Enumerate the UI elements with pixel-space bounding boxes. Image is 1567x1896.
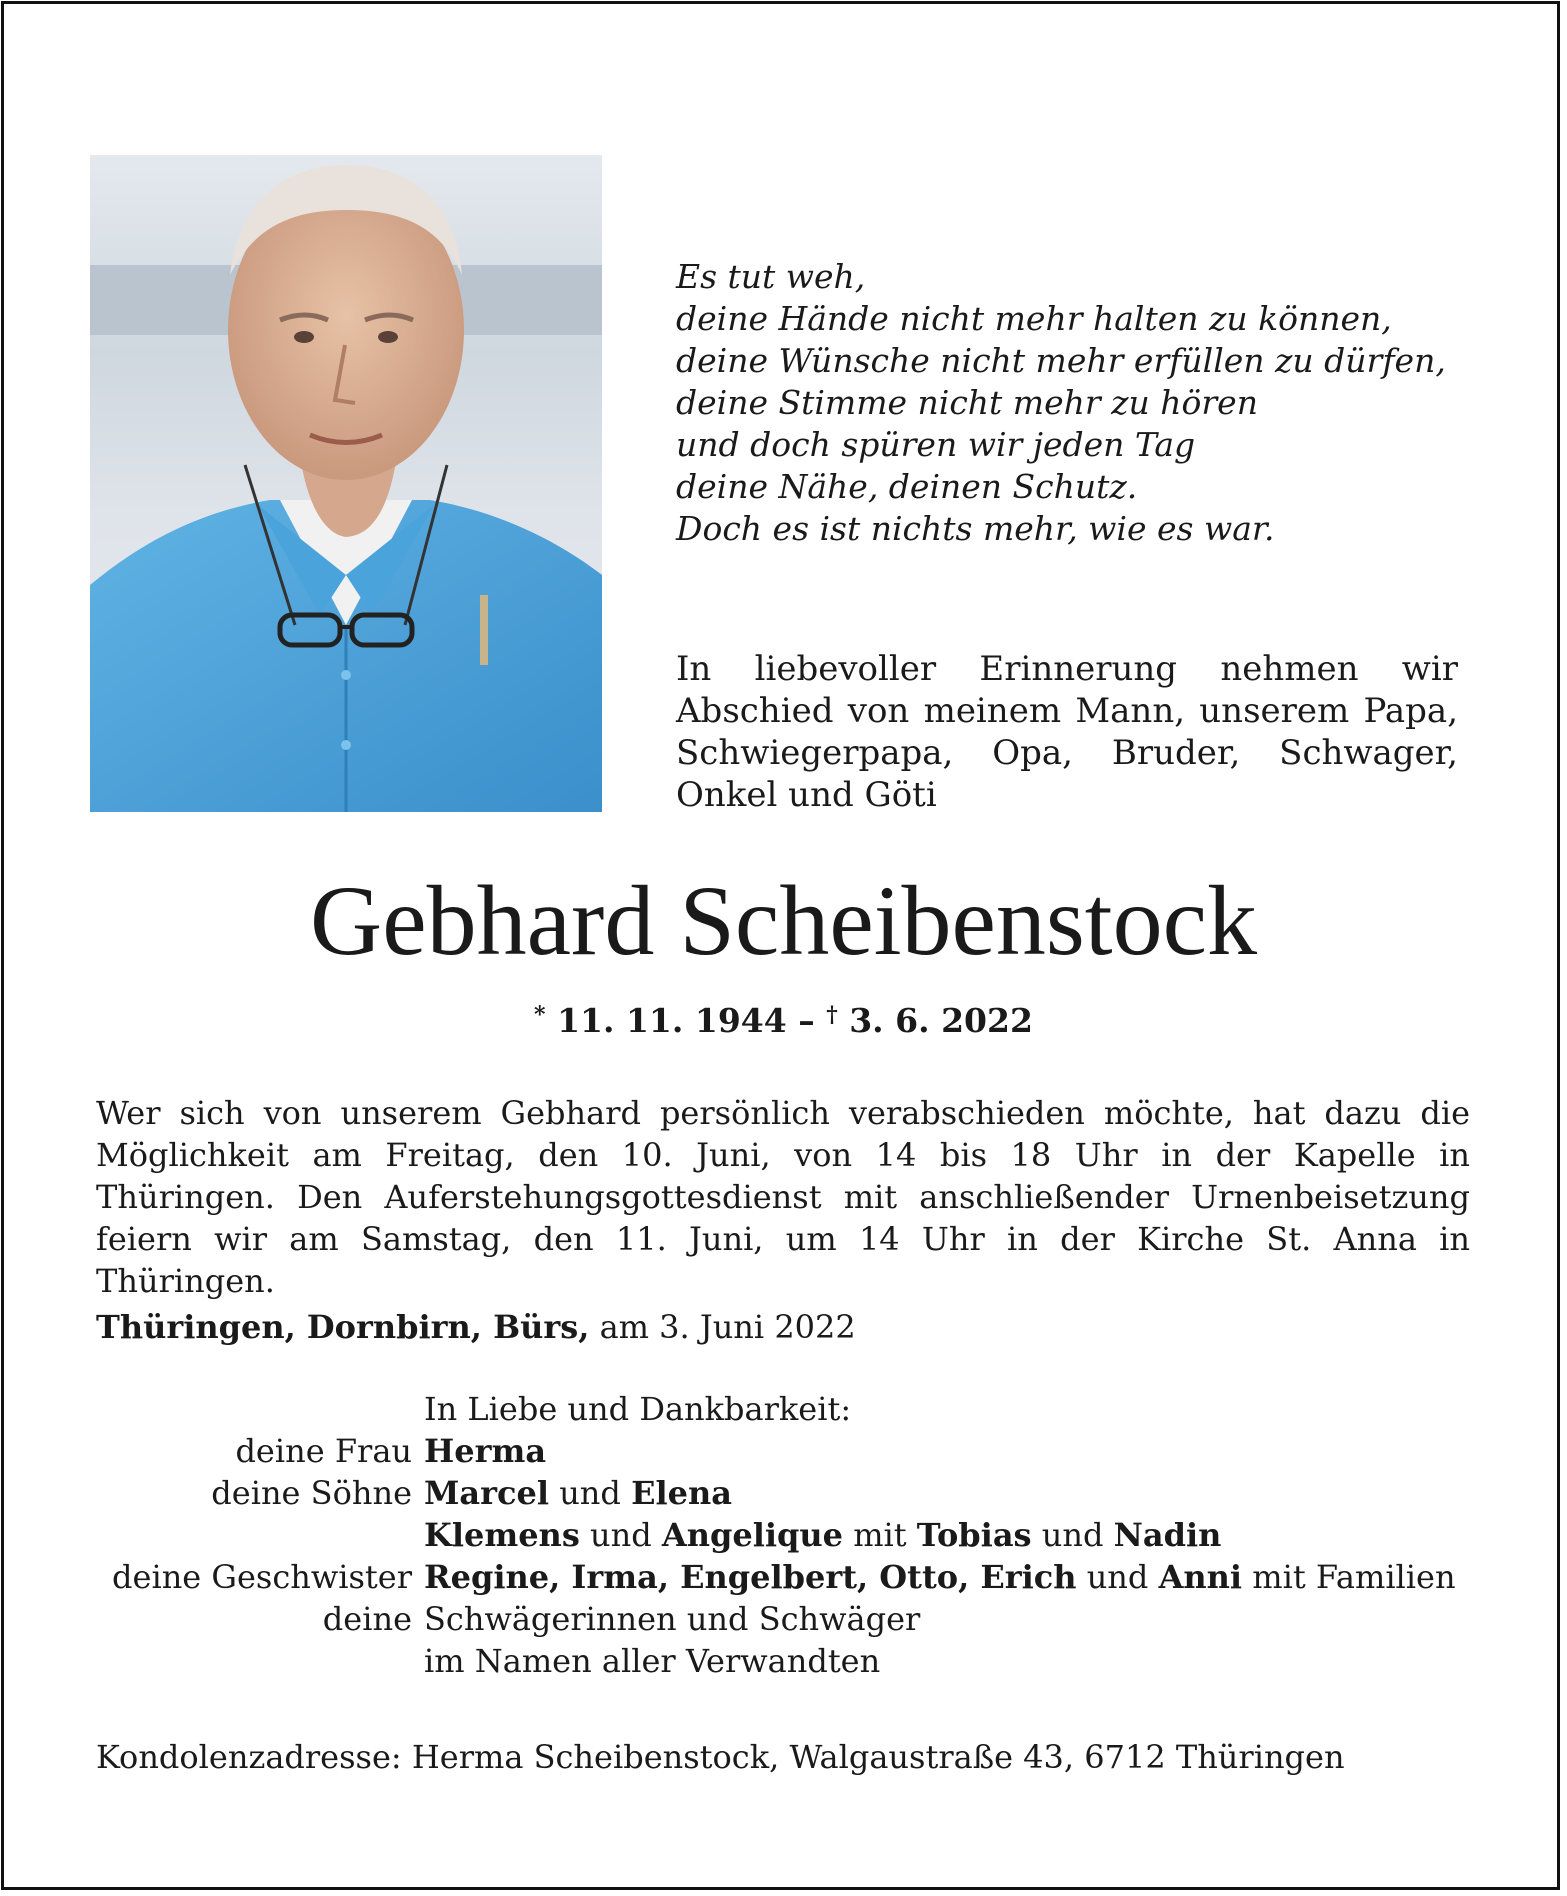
poem-line: deine Nähe, deinen Schutz.: [676, 467, 1138, 506]
family-connector-text: und: [1031, 1516, 1114, 1554]
place-and-date: [96, 1306, 856, 1348]
date-separator: –: [786, 1001, 827, 1040]
family-list: [96, 1388, 1486, 1682]
family-connector-text: Schwägerinnen und Schwäger: [424, 1600, 921, 1638]
family-member-name: Herma: [424, 1432, 547, 1470]
family-row: [96, 1430, 1486, 1472]
death-symbol: †: [826, 1002, 838, 1028]
family-connector-text: mit: [843, 1516, 917, 1554]
birth-symbol: *: [534, 1002, 546, 1028]
condolence-address: Kondolenzadresse: Herma Scheibenstock, Walgaustraße 43, 6712 Thüringen: [96, 1738, 1345, 1776]
family-members: [412, 1430, 546, 1472]
family-connector-text: und: [1076, 1558, 1159, 1596]
poem-line: deine Stimme nicht mehr zu hören: [676, 383, 1258, 422]
death-date: 3. 6. 2022: [849, 1001, 1033, 1040]
life-dates: [0, 995, 1567, 1041]
poem-line: Doch es ist nichts mehr, wie es war.: [676, 509, 1275, 548]
deceased-name: Gebhard Scheibenstock: [310, 865, 1257, 976]
family-members: [412, 1598, 920, 1640]
family-heading: In Liebe und Dankbarkeit:: [424, 1390, 852, 1428]
place-date: am 3. Juni 2022: [589, 1308, 856, 1346]
family-member-name: Klemens: [424, 1516, 580, 1554]
poem-line: und doch spüren wir jeden Tag: [676, 425, 1196, 464]
poem-line: Es tut weh,: [676, 257, 866, 296]
family-members: [412, 1640, 880, 1682]
family-member-name: Angelique: [661, 1516, 844, 1554]
family-row: [96, 1556, 1486, 1598]
family-member-name: Anni: [1158, 1558, 1243, 1596]
family-relation-label: deine Frau: [235, 1432, 412, 1470]
family-connector-text: und: [579, 1516, 662, 1554]
family-member-name: Nadin: [1113, 1516, 1222, 1554]
poem-line: deine Wünsche nicht mehr erfüllen zu dürfen,: [676, 341, 1446, 380]
family-connector-text: und: [549, 1474, 632, 1512]
family-relation-label: deine: [322, 1600, 412, 1638]
family-connector-text: im Namen aller Verwandten: [424, 1642, 881, 1680]
farewell-announcement: Wer sich von unserem Gebhard persönlich verabschieden möchte, hat dazu die Möglichkeit am Freitag, den 10. Juni, von 14 bis 18 Uhr in der Kapelle in Thüringen. Den Auferstehungsgottesdienst mit anschließender Urnenbeisetzung feiern wir am Samstag, den 11. Juni, um 14 Uhr in der Kirche St. Anna in Thüringen.: [96, 1094, 1470, 1300]
place-locations: Thüringen, Dornbirn, Bürs,: [96, 1308, 590, 1346]
family-relation-label: [96, 1514, 412, 1556]
poem-line: deine Hände nicht mehr halten zu können,: [676, 299, 1392, 338]
family-row: [96, 1472, 1486, 1514]
family-heading-row: [96, 1388, 1486, 1430]
poem: [676, 256, 1476, 550]
family-relation-label: deine Geschwister: [112, 1558, 412, 1596]
family-relation-label: deine Söhne: [211, 1474, 412, 1512]
family-members: [412, 1514, 1221, 1556]
family-member-name: Elena: [631, 1474, 732, 1512]
family-members: [412, 1472, 732, 1514]
family-row: [96, 1598, 1486, 1640]
family-members: [412, 1556, 1456, 1598]
intro-paragraph: In liebevoller Erinnerung nehmen wir Abschied von meinem Mann, unserem Papa, Schwiegerpapa, Opa, Bruder, Schwager, Onkel und Göti: [676, 649, 1458, 815]
family-row: [96, 1640, 1486, 1682]
family-relation-label: [96, 1640, 412, 1682]
family-member-name: Tobias: [916, 1516, 1032, 1554]
family-member-name: Regine, Irma, Engelbert, Otto, Erich: [424, 1558, 1077, 1596]
family-row: [96, 1514, 1486, 1556]
family-connector-text: mit Familien: [1242, 1558, 1456, 1596]
birth-date: 11. 11. 1944: [557, 1001, 787, 1040]
portrait-photo: [90, 155, 602, 812]
family-member-name: Marcel: [424, 1474, 550, 1512]
